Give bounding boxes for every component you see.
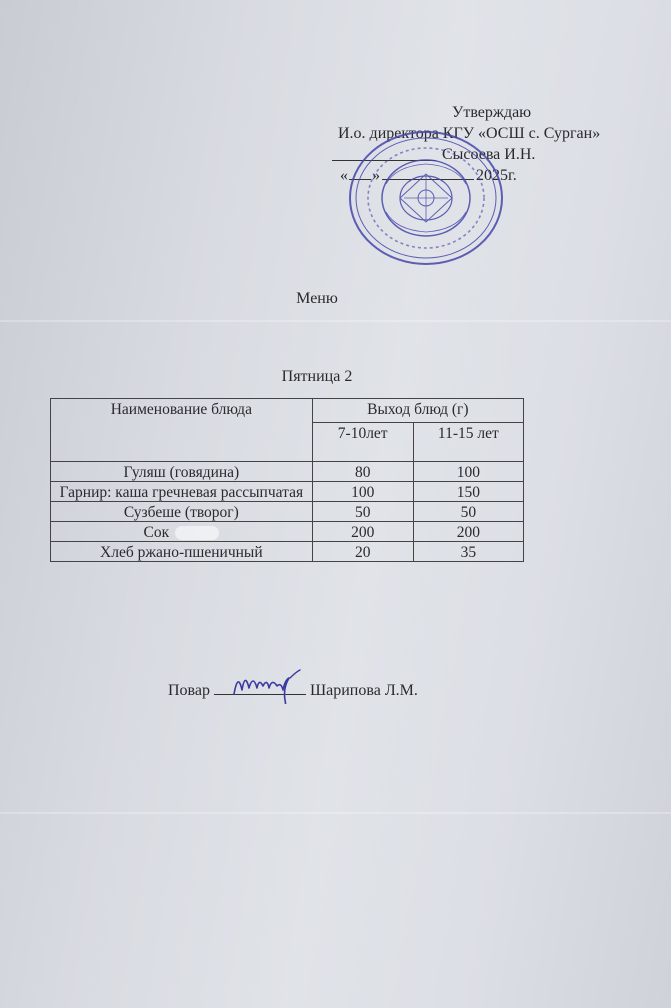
dish-cell: Сузбеше (творог) bbox=[51, 502, 313, 522]
yield-cell: 20 bbox=[312, 542, 413, 562]
header-age-11-15: 11-15 лет bbox=[413, 423, 523, 462]
menu-title: Меню bbox=[296, 290, 338, 307]
smudge-mark bbox=[175, 526, 219, 540]
table-row bbox=[51, 482, 524, 502]
date-year: 2025г. bbox=[476, 167, 517, 184]
yield-cell: 80 bbox=[312, 462, 413, 482]
header-age-7-10: 7-10лет bbox=[312, 423, 413, 462]
yield-cell: 50 bbox=[312, 502, 413, 522]
dish-cell: Гуляш (говядина) bbox=[51, 462, 313, 482]
paper-crease bbox=[0, 320, 671, 322]
dish-label: Сок bbox=[143, 524, 170, 541]
yield-cell: 100 bbox=[312, 482, 413, 502]
paper-crease bbox=[0, 812, 671, 814]
director-position: И.о. директора КГУ «ОСШ с. Сурган» bbox=[338, 125, 601, 142]
dish-cell: Гарнир: каша гречневая рассыпчатая bbox=[51, 482, 313, 502]
yield-cell: 150 bbox=[413, 482, 523, 502]
table-row bbox=[51, 462, 524, 482]
day-title: Пятница 2 bbox=[281, 368, 353, 385]
date-close-quote: » bbox=[372, 167, 380, 184]
header-dish: Наименование блюда bbox=[51, 399, 313, 462]
handwritten-signature-icon bbox=[230, 664, 314, 704]
round-stamp-icon bbox=[346, 128, 506, 268]
yield-cell: 50 bbox=[413, 502, 523, 522]
cook-label: Повар bbox=[168, 682, 210, 699]
approve-label: Утверждаю bbox=[452, 104, 532, 121]
yield-cell: 100 bbox=[413, 462, 523, 482]
yield-cell: 200 bbox=[312, 522, 413, 542]
table-row bbox=[51, 502, 524, 522]
yield-cell: 35 bbox=[413, 542, 523, 562]
table-row bbox=[51, 522, 524, 542]
header-yield: Выход блюд (г) bbox=[312, 399, 523, 423]
cook-name: Шарипова Л.М. bbox=[310, 682, 418, 699]
table-row bbox=[51, 542, 524, 562]
menu-table bbox=[50, 398, 524, 562]
date-open-quote: « bbox=[340, 167, 348, 184]
director-name: Сысоева И.Н. bbox=[330, 144, 660, 165]
dish-cell: Хлеб ржано-пшеничный bbox=[51, 542, 313, 562]
yield-cell: 200 bbox=[413, 522, 523, 542]
table-header-row bbox=[51, 399, 524, 423]
dish-cell bbox=[51, 522, 313, 542]
